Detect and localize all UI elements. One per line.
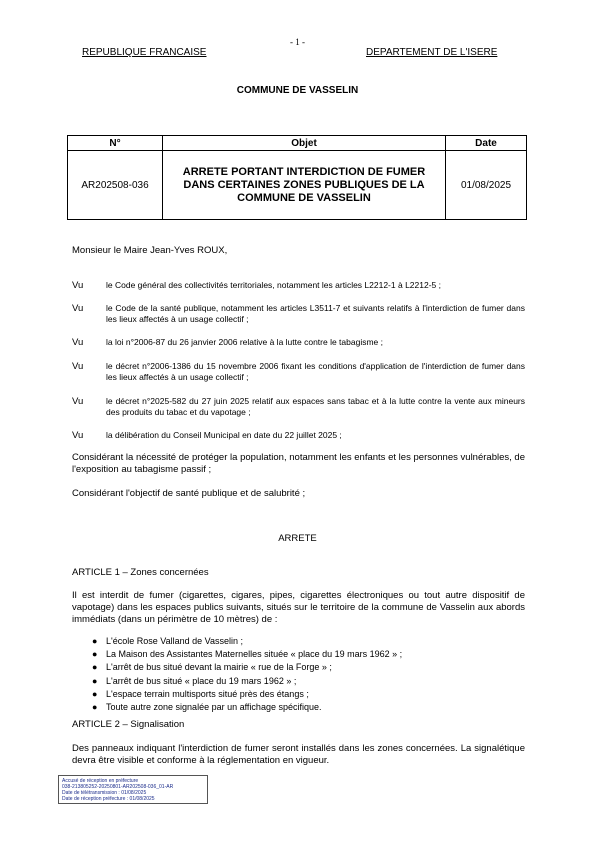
vu-label: Vu <box>72 396 84 407</box>
ref-object: ARRETE PORTANT INTERDICTION DE FUMER DANS CERTAINES ZONES PUBLIQUES DE LA COMMUNE DE VASSELIN <box>163 151 446 220</box>
zones-list <box>92 635 402 714</box>
bullet-icon: ● <box>92 636 98 646</box>
article-2-title: ARTICLE 2 – Signalisation <box>72 719 185 730</box>
article-1-title: ARTICLE 1 – Zones concernées <box>72 567 209 578</box>
prefecture-receipt-stamp <box>58 775 208 804</box>
commune-title: COMMUNE DE VASSELIN <box>236 85 359 96</box>
list-item <box>92 701 402 714</box>
stamp-line: Accusé de réception en préfecture <box>62 778 139 784</box>
bullet-icon: ● <box>92 662 98 673</box>
vu-label: Vu <box>72 361 84 372</box>
list-item <box>92 648 402 661</box>
stamp-line: Date de réception préfecture : 01/08/2025 <box>62 796 155 802</box>
vu-item: le décret n°2006-1386 du 15 novembre 2006 fixant les conditions d'application de l'interdiction de fumer dans les lieux affectés à un usage collectif ; <box>106 361 525 382</box>
vu-label: Vu <box>72 430 84 441</box>
vu-item: le décret n°2025-582 du 27 juin 2025 relatif aux espaces sans tabac et à la lutte contre la vente aux mineurs des produits du tabac et du vapotage ; <box>106 396 525 417</box>
list-item <box>92 675 402 688</box>
zone-label: La Maison des Assistantes Maternelles située « place du 19 mars 1962 » ; <box>106 649 403 660</box>
considerant-protection: Considérant la nécessité de protéger la population, notamment les enfants et les personnes vulnérables, de l'exposition au tabagisme passif ; <box>72 452 525 475</box>
article-2-text: Des panneaux indiquant l'interdiction de fumer seront installés dans les zones concernées. La signalétique devra être visible et conforme à la réglementation en vigueur. <box>72 743 525 766</box>
list-item <box>92 688 402 701</box>
list-item <box>92 635 402 648</box>
col-header-number: N° <box>68 136 163 151</box>
bullet-icon: ● <box>92 688 98 699</box>
arrete-heading: ARRETE <box>278 533 317 544</box>
article-1-text: Il est interdit de fumer (cigarettes, cigares, pipes, cigarettes électroniques ou tout autre dispositif de vapotage) dans les espaces publics suivants, situés sur le territoire de la commune de Vasselin aux abords immédiats (dans un périmètre de 10 mètres) de : <box>72 590 525 625</box>
ref-date: 01/08/2025 <box>446 151 527 220</box>
col-header-date: Date <box>446 136 527 151</box>
vu-item: le Code général des collectivités territoriales, notamment les articles L2212-1 à L2212-5 ; <box>106 280 441 290</box>
bullet-icon: ● <box>92 675 98 686</box>
list-item <box>92 661 402 674</box>
zone-label: L'arrêt de bus situé devant la mairie « rue de la Forge » ; <box>106 662 332 673</box>
vu-item: la délibération du Conseil Municipal en date du 22 juillet 2025 ; <box>106 430 342 440</box>
header-republique: REPUBLIQUE FRANCAISE <box>82 47 207 58</box>
page-number: - 1 - <box>290 37 305 47</box>
mayor-line: Monsieur le Maire Jean-Yves ROUX, <box>72 245 228 256</box>
zone-label: L'espace terrain multisports situé près des étangs ; <box>106 688 309 699</box>
zone-label: L'école Rose Valland de Vasselin ; <box>106 636 243 646</box>
header-departement: DEPARTEMENT DE L'ISERE <box>366 47 498 58</box>
bullet-icon: ● <box>92 702 98 713</box>
vu-label: Vu <box>72 280 84 291</box>
considerant-sante: Considérant l'objectif de santé publique et de salubrité ; <box>72 488 306 499</box>
vu-label: Vu <box>72 337 84 348</box>
zone-label: Toute autre zone signalée par un affichage spécifique. <box>106 702 322 713</box>
zone-label: L'arrêt de bus situé « place du 19 mars 1962 » ; <box>106 675 297 686</box>
reference-table <box>67 135 527 220</box>
vu-item: le Code de la santé publique, notamment les articles L3511-7 et suivants relatifs à l'interdiction de fumer dans les lieux affectés à un usage collectif ; <box>106 303 525 324</box>
vu-label: Vu <box>72 303 84 314</box>
stamp-line: Date de télétransmission : 01/08/2025 <box>62 790 147 796</box>
vu-item: la loi n°2006-87 du 26 janvier 2006 relative à la lutte contre le tabagisme ; <box>106 337 383 347</box>
stamp-line: 038-213805252-20250801-AR202508-036_01-AR <box>62 784 174 790</box>
bullet-icon: ● <box>92 649 98 660</box>
col-header-object: Objet <box>163 136 446 151</box>
ref-number: AR202508-036 <box>68 151 163 220</box>
